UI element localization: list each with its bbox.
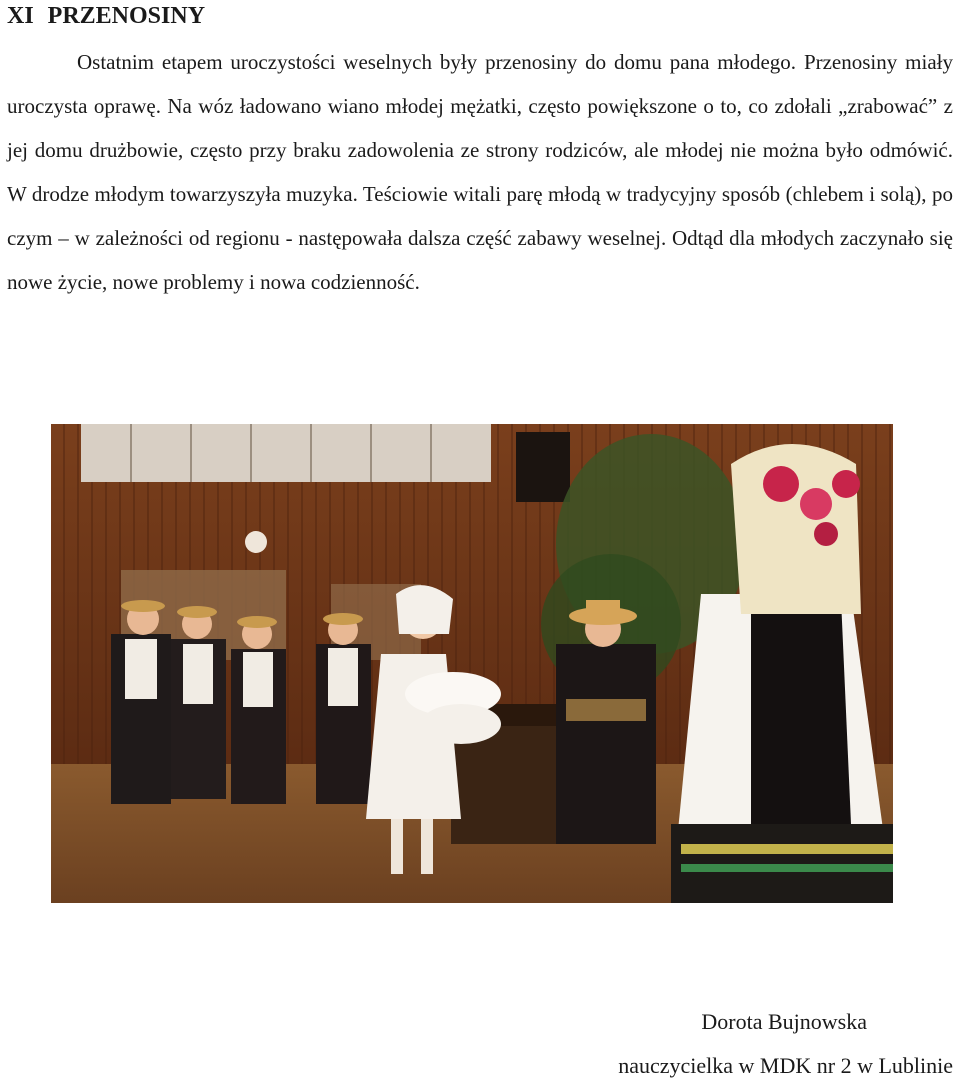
signature-role: nauczycielka w MDK nr 2 w Lublinie — [618, 1053, 953, 1078]
body-paragraph: Ostatnim etapem uroczystości weselnych były przenosiny do domu pana młodego. Przenosiny miały uroczysta oprawę. Na wóz ładowano wiano młodej mężatki, często powiększone o to, co zdołali „zrabować” z jej domu drużbowie, często przy braku zadowolenia ze strony rodziców, ale młodej nie można było odmówić. W drodze młodym towarzyszyła muzyka. Teściowie witali parę młodą w tradycyjny sposób (chlebem i solą), po czym – w zależności od regionu - następowała dalsza część zabawy weselnej. Odtąd dla młodych zaczynało się nowe życie, nowe problemy i nowa codzienność. — [7, 50, 953, 294]
section-title: PRZENOSINY — [47, 3, 206, 29]
signature-author: Dorota Bujnowska — [701, 1009, 867, 1034]
section-number: XI — [7, 3, 34, 29]
wedding-photo — [51, 424, 893, 903]
section-heading — [7, 0, 205, 32]
